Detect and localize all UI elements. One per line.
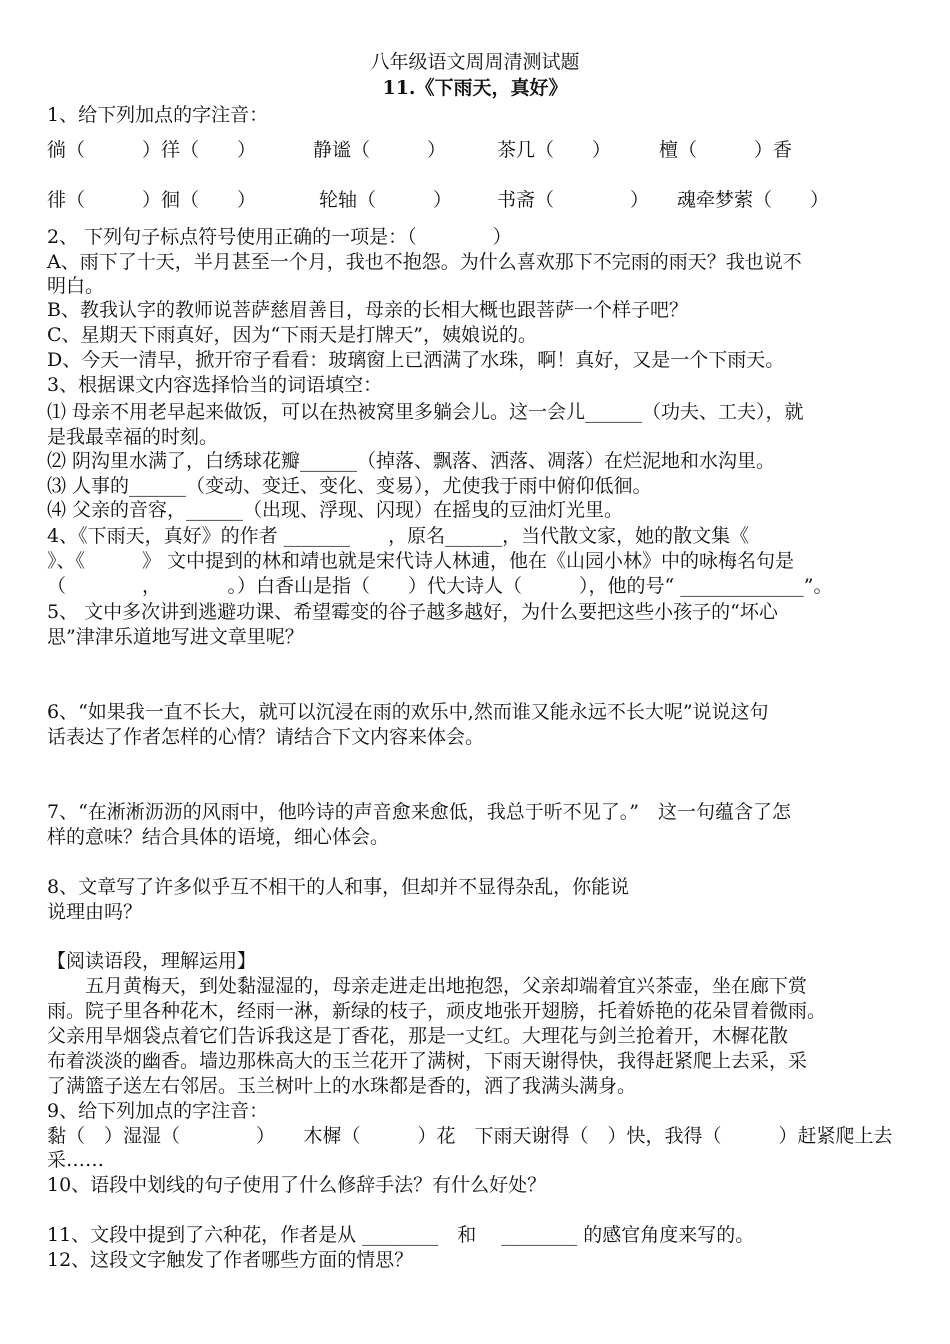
reading-line: 了满篮子送左右邻居。玉兰树叶上的水珠都是香的，洒了我满头满身。 xyxy=(47,1075,637,1097)
lesson-title: 11.《下雨天，真好》 xyxy=(382,77,568,99)
q9-line1: 黏（ ）湿湿（ ） 木樨（ ）花 下雨天谢得（ ）快，我得（ ）赶紧爬上去 xyxy=(47,1125,893,1147)
reading-line: 雨。院子里各种花木，经雨一淋，新绿的枝子，顽皮地张开翅膀，托着娇艳的花朵冒着微雨。 xyxy=(47,1000,827,1022)
q3-item3: ⑶ 人事的______（变动、变迁、变化、变易），尤使我于雨中俯仰低徊。 xyxy=(47,475,652,497)
q6-line2: 话表达了作者怎样的心情？请结合下文内容来体会。 xyxy=(47,726,485,748)
q7-line1: 7、“在淅淅沥沥的风雨中，他吟诗的声音愈来愈低，我总于听不见了。” 这一句蕴含了怎 xyxy=(47,801,792,823)
q3-item4: ⑷ 父亲的音容，______（出现、浮现、闪现）在摇曳的豆油灯光里。 xyxy=(47,499,624,521)
q3-prompt: 3、根据课文内容选择恰当的词语填空： xyxy=(47,374,383,396)
q9-prompt: 9、给下列加点的字注音： xyxy=(47,1100,269,1122)
page-title: 八年级语文周周清测试题 xyxy=(370,51,580,73)
q3-item1: ⑴ 母亲不用老早起来做饭，可以在热被窝里多躺会儿。这一会儿______（功夫、工夫），就 xyxy=(47,401,804,423)
q8-line1: 8、文章写了许多似乎互不相干的人和事，但却并不显得杂乱，你能说 xyxy=(47,876,630,898)
q1-item-paihuai: 徘（ ）徊（ ） xyxy=(47,189,257,211)
q1-item-tanxiang: 檀（ ）香 xyxy=(659,139,793,161)
q2-option-b: B、教我认字的教师说菩萨慈眉善目，母亲的长相大概也跟菩萨一个样子吧？ xyxy=(47,299,688,321)
q9-line2: 采…… xyxy=(47,1149,105,1171)
q4-line2: 》、《 》 文中提到的林和靖也就是宋代诗人林逋，他在《山园小林》中的咏梅名句是 xyxy=(47,550,795,572)
q1-item-chaji: 茶几（ ） xyxy=(497,139,612,161)
q12: 12、这段文字触发了作者哪些方面的情思？ xyxy=(47,1249,414,1271)
q4-line1: 4、《下雨天，真好》的作者 _______ ，原名______，当代散文家，她的散文集《 xyxy=(47,525,750,547)
q3-item2: ⑵ 阴沟里水满了，白绣球花瓣______（掉落、飘落、洒落、凋落）在烂泥地和水沟里。 xyxy=(47,450,776,472)
q5-line1: 5、 文中多次讲到逃避功课、希望霉变的谷子越多越好，为什么要把这些小孩子的“坏心 xyxy=(47,601,778,623)
q2-option-d: D、今天一清早，掀开帘子看看：玻璃窗上已洒满了水珠，啊！真好，又是一个下雨天。 xyxy=(47,349,785,371)
q2-prompt: 2、 下列句子标点符号使用正确的一项是：（ ） xyxy=(47,226,512,248)
q8-line2: 说理由吗？ xyxy=(47,901,143,923)
q1-item-shuzhai: 书斋（ ） xyxy=(497,189,650,211)
q1-prompt: 1、给下列加点的字注音： xyxy=(47,104,269,126)
q11: 11、文段中提到了六种花，作者是从 ________ 和 ________ 的感官角度来写的。 xyxy=(47,1224,755,1246)
q2-option-a: A、雨下了十天，半月甚至一个月，我也不抱怨。为什么喜欢那下不完雨的雨天？我也说不 xyxy=(47,251,802,273)
q7-line2: 样的意味？结合具体的语境，细心体会。 xyxy=(47,826,390,848)
q2-option-a-cont: 明白。 xyxy=(47,275,105,297)
q1-row1 xyxy=(47,135,917,159)
reading-heading: 【阅读语段，理解运用】 xyxy=(47,950,257,972)
reading-line: 布着淡淡的幽香。墙边那株高大的玉兰花开了满树，下雨天谢得快，我得赶紧爬上去采，采 xyxy=(47,1050,808,1072)
q1-item-lunzhou: 轮轴（ ） xyxy=(319,189,453,211)
q1-item-changyang: 徜（ ）徉（ ） xyxy=(47,139,257,161)
q4-line3: （ ， 。）白香山是指（ ）代大诗人（ ），他的号“ _____________”。 xyxy=(47,575,833,597)
q2-option-c: C、星期天下雨真好，因为“下雨天是打牌天”，姨娘说的。 xyxy=(47,324,537,346)
q5-line2: 思”津津乐道地写进文章里呢？ xyxy=(47,626,304,648)
reading-line: 五月黄梅天，到处黏湿湿的，母亲走进走出地抱怨，父亲却端着宜兴茶壶，坐在廊下赏 xyxy=(47,975,808,997)
q1-row2 xyxy=(47,185,917,209)
q10: 10、语段中划线的句子使用了什么修辞手法？有什么好处？ xyxy=(47,1174,547,1196)
q1-item-jingmi: 静谧（ ） xyxy=(313,139,447,161)
reading-line: 父亲用旱烟袋点着它们告诉我这是丁香花，那是一丈红。大理花与剑兰抢着开，木樨花散 xyxy=(47,1025,789,1047)
q1-item-hunqian: 魂牵梦萦（ ） xyxy=(677,189,830,211)
q6-line1: 6、“如果我一直不长大，就可以沉浸在雨的欢乐中,然而谁又能永远不长大呢”说说这句 xyxy=(47,701,769,723)
q3-item1-cont: 是我最幸福的时刻。 xyxy=(47,426,219,448)
